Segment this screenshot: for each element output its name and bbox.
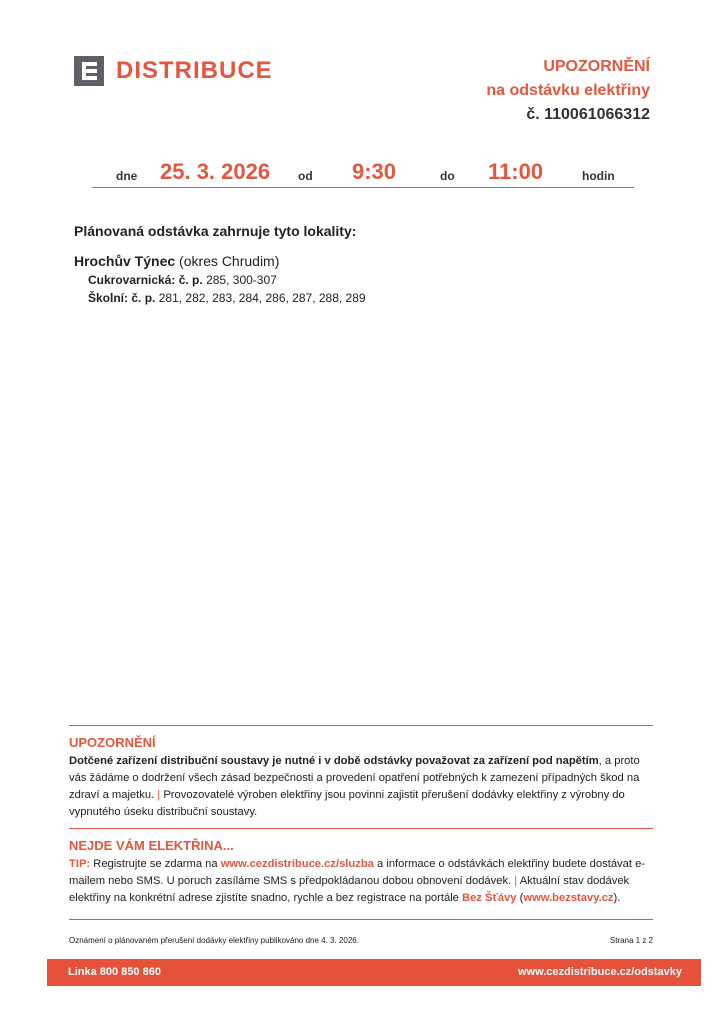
outage-dateline (92, 155, 634, 188)
street-prefix: č. p. (131, 291, 156, 305)
missing-text3: Aktuální stav dodávek elektřiny na konkrétní adrese zjistíte snadno, rychle a bez registrace na portále (69, 875, 630, 904)
outage-start: 9:30 (352, 159, 397, 184)
street-numbers: 281, 282, 283, 284, 286, 287, 288, 289 (158, 291, 366, 305)
tip-label: TIP: (69, 858, 91, 870)
to-label: do (440, 169, 455, 183)
street-name: Školní: (88, 291, 129, 305)
missing-text1: Registrujte se zdarma na (93, 858, 218, 870)
divider (69, 919, 653, 920)
hotline[interactable]: Linka 800 850 860 (68, 966, 161, 978)
page-number: Strana 1 z 2 (609, 936, 653, 945)
portal-name: Bez Šťávy (462, 892, 517, 904)
locations-heading: Plánovaná odstávka zahrnuje tyto lokality: (74, 223, 357, 239)
from-label: od (298, 169, 313, 183)
notice-subtitle: na odstávku elektřiny (486, 82, 650, 99)
paren-open: ( (519, 892, 524, 904)
outage-date: 25. 3. 2026 (160, 159, 271, 184)
notice-number: č. 110061066312 (526, 106, 650, 123)
missing-power-section (69, 838, 653, 907)
outage-end: 11:00 (488, 159, 544, 184)
warning-body (69, 753, 653, 821)
divider (69, 725, 653, 726)
cez-logo-icon (74, 56, 104, 86)
street-row (88, 291, 366, 305)
notice-header (486, 56, 650, 126)
brand-name: DISTRIBUCE (116, 57, 273, 84)
paren-close: ). (613, 892, 621, 904)
street-row (88, 273, 277, 287)
registration-link[interactable]: www.cezdistribuce.cz/sluzba (220, 858, 374, 870)
street-name: Cukrovarnická: (88, 273, 176, 287)
brand-logo (74, 55, 273, 87)
notice-title: UPOZORNĚNÍ (543, 58, 650, 75)
warning-text1: , a proto vás žádáme o dodržení všech zásad bezpečnosti a provedení opatření potřebných k zamezení případných škod na zdraví a majetku. (69, 755, 640, 801)
divider (69, 828, 653, 829)
town-name: Hrochův Týnec (74, 253, 176, 269)
street-numbers: 285, 300-307 (206, 273, 277, 287)
missing-title: NEJDE VÁM ELEKTŘINA... (69, 838, 234, 853)
date-label: dne (116, 169, 138, 183)
warning-bold: Dotčené zařízení distribuční soustavy je nutné i v době odstávky považovat za zařízení pod napětím (69, 755, 599, 767)
separator: | (514, 875, 518, 887)
town-district: (okres Chrudim) (179, 253, 280, 269)
footer-bar (47, 959, 701, 986)
location-town (74, 253, 279, 269)
warning-title: UPOZORNĚNÍ (69, 735, 156, 750)
missing-text2: a informace o odstávkách elektřiny budete dostávat e-mailem nebo SMS. U poruch zasíláme SMS s předpokládanou dobou obnovení dodávek. (69, 858, 646, 887)
publication-note: Oznámení o plánovaném přerušení dodávky elektřiny publikováno dne 4. 3. 2026. (69, 936, 359, 945)
street-prefix: č. p. (178, 273, 203, 287)
warning-text2: Provozovatelé výroben elektřiny jsou povinni zajistit přerušení dodávky elektřiny z výrobny do vypnutého úseku distribuční soustavy. (69, 789, 625, 818)
hours-label: hodin (582, 169, 615, 183)
separator: | (157, 789, 161, 801)
footer-website-link[interactable]: www.cezdistribuce.cz/odstavky (517, 966, 682, 978)
warning-section (69, 735, 653, 821)
missing-body (69, 856, 653, 907)
bezstavy-link[interactable]: www.bezstavy.cz (523, 892, 614, 904)
